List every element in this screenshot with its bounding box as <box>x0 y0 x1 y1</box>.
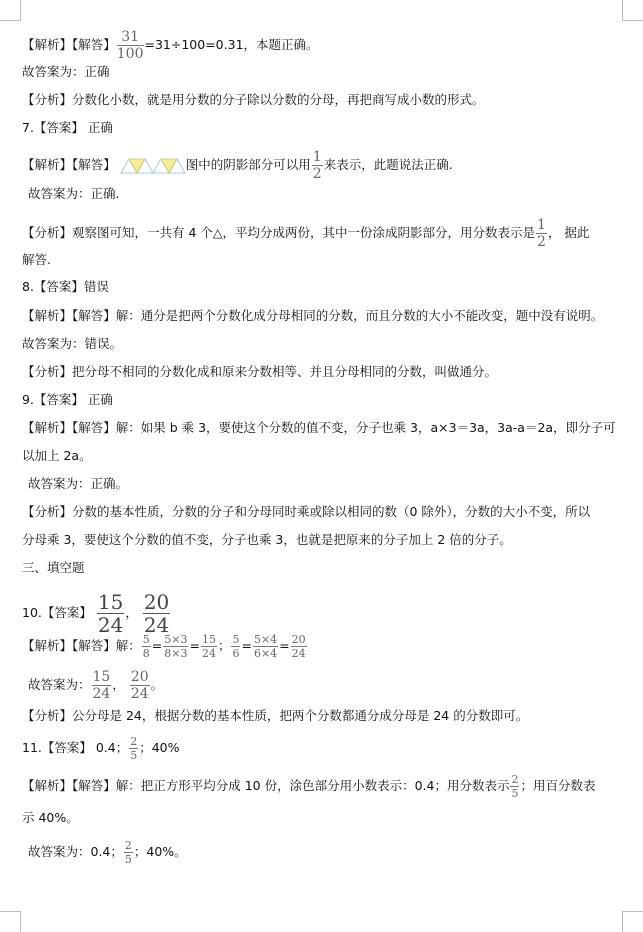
text: 故答案为：0.4； <box>28 844 123 859</box>
text: 10.【答案】 <box>22 605 92 620</box>
text: ；40% <box>139 740 180 755</box>
analysis-line: 【分析】分数的基本性质，分数的分子和分母同时乘或除以相同的数（0 除外），分数的大小不变，所以 <box>22 504 591 519</box>
text: 【解析】【解答】解： <box>22 638 141 653</box>
analysis-line: 分母乘 3，要使这个分数的值不变，分子也乘 3，也就是把原来的分子加上 2 倍的分子。 <box>22 532 512 547</box>
answer-line <box>28 840 623 865</box>
answer-line: 故答案为：错误。 <box>22 336 123 351</box>
fraction: $\frac{15}{24}$ <box>92 669 111 702</box>
fraction: $\frac{5}{8}$ <box>142 633 150 660</box>
corner-mark-top-right <box>622 0 643 21</box>
analysis-line <box>22 218 623 249</box>
analysis-line: 示 40%。 <box>22 810 79 825</box>
analysis-line <box>22 634 623 659</box>
fraction: $\frac{1}{2}$ <box>312 149 322 182</box>
fraction: $\frac{31}{100}$ <box>116 29 144 62</box>
corner-mark-bottom-left <box>0 911 21 932</box>
text: 故答案为： <box>28 677 91 692</box>
question-answer <box>22 736 623 761</box>
fraction: $\frac{2}{5}$ <box>124 839 132 866</box>
text: 【解析】【解答】解：把正方形平均分成 10 份，涂色部分用小数表示：0.4；用分数表示 <box>22 778 510 793</box>
analysis-line <box>22 774 623 799</box>
text: ；用百分数表 <box>520 778 596 793</box>
fraction: $\frac{5\times 4}{6\times 4}$ <box>253 633 278 660</box>
analysis-line: 【分析】把分母不相同的分数化成和原来分数相等、并且分母相同的分数，叫做通分。 <box>22 364 498 379</box>
text: = <box>279 638 290 653</box>
text: 来表示，此题说法正确. <box>323 157 453 172</box>
corner-mark-bottom-right <box>622 911 643 932</box>
question-answer: 8.【答案】错误 <box>22 279 109 294</box>
text: ， <box>112 677 125 692</box>
text: ；40%。 <box>133 844 187 859</box>
question-answer <box>22 592 623 635</box>
text: 图中的阴影部分可以用 <box>185 157 311 172</box>
fraction: $\frac{2}{5}$ <box>511 773 519 800</box>
answer-line: 故答案为：正确 <box>22 64 110 79</box>
fraction: $\frac{20}{24}$ <box>143 590 170 637</box>
text: = <box>241 638 252 653</box>
triangles-figure <box>120 158 186 174</box>
fraction: $\frac{2}{5}$ <box>130 735 138 762</box>
fraction: $\frac{15}{24}$ <box>201 633 216 660</box>
text: 【解析】【解答】 <box>22 37 116 52</box>
answer-line: 故答案为：正确。 <box>28 476 129 491</box>
text: 【分析】观察图可知，一共有 4 个△，平均分成两份，其中一份涂成阴影部分，用分数表示是 <box>22 225 536 240</box>
text: ； <box>217 638 231 653</box>
text: ， <box>125 605 138 620</box>
analysis-line: 【解析】【解答】解：如果 b 乘 3，要使这个分数的值不变，分子也乘 3，a×3＝3a，3a-a＝2a，即分子可 <box>22 420 616 435</box>
fraction: $\frac{20}{24}$ <box>291 633 306 660</box>
question-answer: 7.【答案】 正确 <box>22 120 113 135</box>
fraction: $\frac{15}{24}$ <box>97 590 124 637</box>
analysis-line: 【分析】分数化小数，就是用分数的分子除以分数的分母，再把商写成小数的形式。 <box>22 92 485 107</box>
text: 11.【答案】 0.4； <box>22 740 129 755</box>
analysis-line: 解答. <box>22 252 51 267</box>
corner-mark-top-left <box>0 0 21 21</box>
text: = <box>151 638 163 653</box>
fraction: $\frac{1}{2}$ <box>537 217 546 250</box>
fraction: $\frac{5}{6}$ <box>232 633 240 660</box>
section-heading: 三、填空题 <box>22 560 85 575</box>
analysis-line <box>22 30 623 61</box>
analysis-line: 【分析】公分母是 24，根据分数的基本性质，把两个分数都通分成分母是 24 的分数即可。 <box>22 708 529 723</box>
analysis-line <box>22 150 623 181</box>
fraction: $\frac{5\times 3}{8\times 3}$ <box>164 633 188 660</box>
text: = <box>189 638 200 653</box>
answer-line <box>28 670 623 701</box>
answer-line: 故答案为：正确. <box>28 186 120 201</box>
text: 【解析】【解答】 <box>22 157 116 172</box>
question-answer: 9.【答案】 正确 <box>22 392 113 407</box>
text: 。 <box>150 677 164 692</box>
text: =31÷100=0.31，本题正确。 <box>144 37 319 52</box>
text: ， 据此 <box>547 225 590 240</box>
analysis-line: 【解析】【解答】解：通分是把两个分数化成分母相同的分数，而且分数的大小不能改变，题中没有说明。 <box>22 308 604 323</box>
fraction: $\frac{20}{24}$ <box>130 669 149 702</box>
analysis-line: 以加上 2a。 <box>22 448 92 463</box>
